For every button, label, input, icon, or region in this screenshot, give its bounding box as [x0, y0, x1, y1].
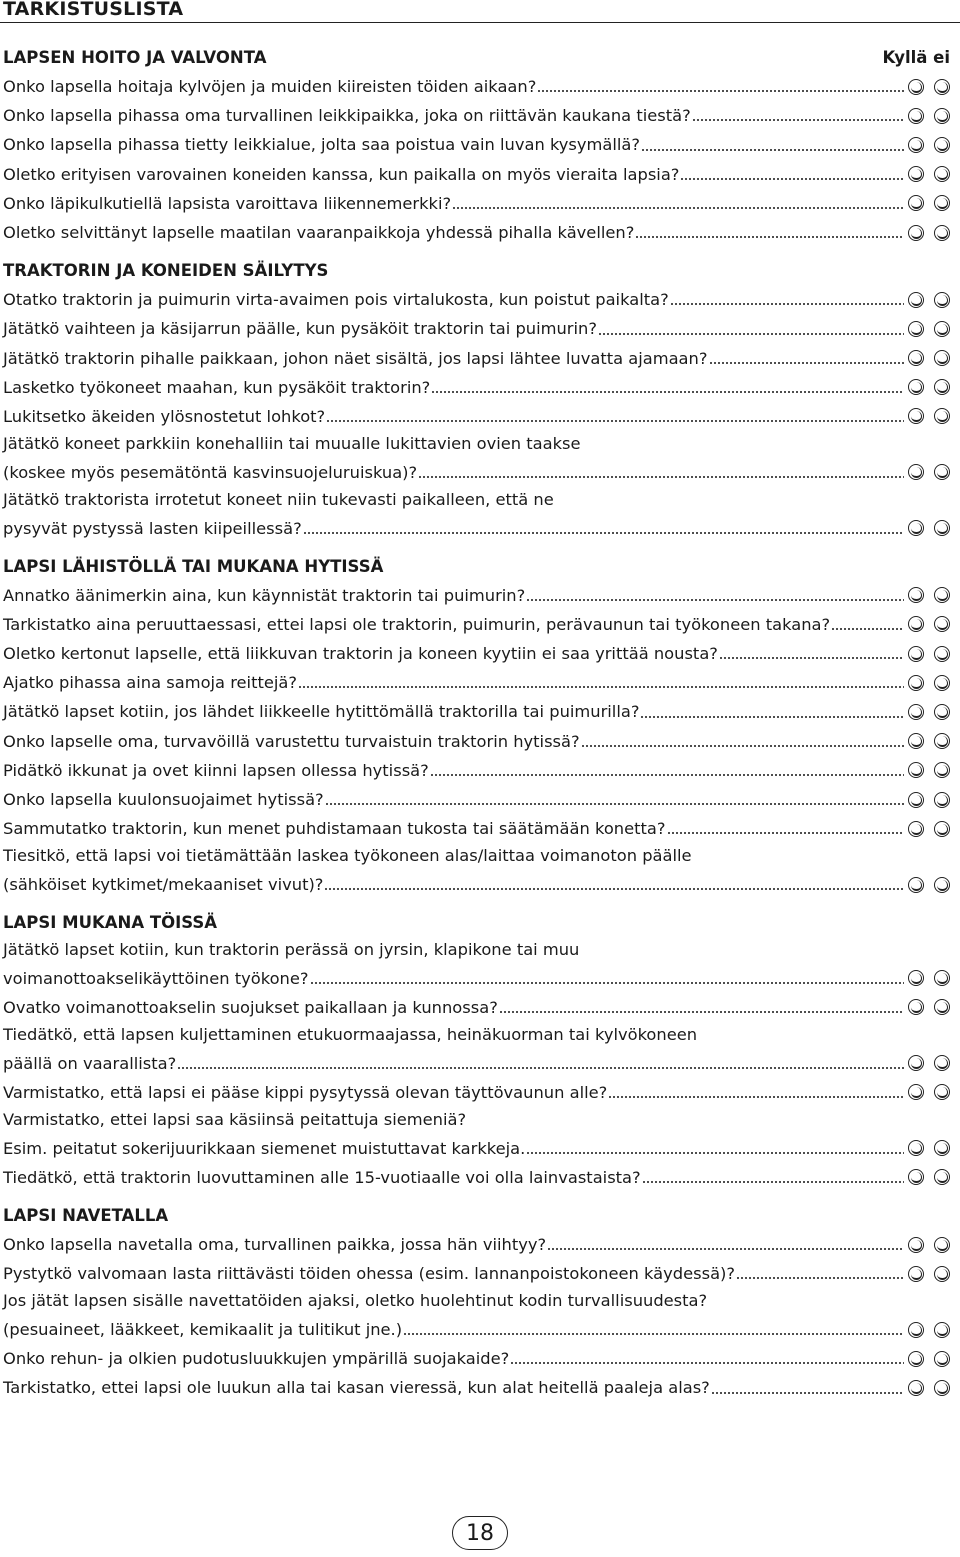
answer-options: [908, 321, 950, 337]
checklist-item: [0, 130, 960, 159]
question-row: [0, 756, 960, 785]
question-row: [0, 218, 960, 247]
answer-yes-radio[interactable]: [908, 1169, 924, 1185]
checklist-item: [0, 373, 960, 402]
answer-no-radio[interactable]: [934, 970, 950, 986]
question-row: [0, 697, 960, 726]
answer-yes-radio[interactable]: [908, 675, 924, 691]
page-title: TARKISTUSLISTA: [3, 0, 184, 20]
answer-yes-radio[interactable]: [908, 877, 924, 893]
dot-leader: [303, 523, 904, 535]
title-bar: [0, 0, 960, 23]
dot-leader: [642, 1172, 904, 1184]
answer-options: [908, 79, 950, 95]
checklist-item: [0, 610, 960, 639]
answer-yes-radio[interactable]: [908, 646, 924, 662]
answer-no-radio[interactable]: [934, 1380, 950, 1396]
checklist-item: [0, 639, 960, 668]
checklist-item: [0, 1022, 960, 1078]
question-text: Onko lapsella hoitaja kylvöjen ja muiden kiireisten töiden aikaan?: [3, 77, 537, 97]
answer-no-radio[interactable]: [934, 1055, 950, 1071]
question-text: Jätätkö vaihteen ja käsijarrun päälle, kun pysäköit traktorin tai puimurin?: [3, 319, 597, 339]
section-title: LAPSI NAVETALLA: [3, 1206, 169, 1225]
answer-yes-radio[interactable]: [908, 1084, 924, 1100]
section-header: [0, 44, 960, 72]
question-row: [0, 130, 960, 159]
dot-leader: [177, 1058, 904, 1070]
checklist-item: [0, 1259, 960, 1288]
answer-no-radio[interactable]: [934, 195, 950, 211]
question-text: Onko lapselle oma, turvavöillä varustettu turvaistuin traktorin hytissä?: [3, 731, 580, 751]
answer-no-radio[interactable]: [934, 520, 950, 536]
question-text: Varmistatko, ettei lapsi saa käsiinsä peitattuja siemeniä?: [3, 1110, 467, 1130]
question-text: Onko lapsella pihassa tietty leikkialue, jolta saa poistua vain luvan kysymällä?: [3, 135, 641, 155]
section-header: [0, 257, 960, 285]
answer-options: [908, 970, 950, 986]
answer-no-radio[interactable]: [934, 408, 950, 424]
question-text: Oletko selvittänyt lapselle maatilan vaaranpaikkoja yhdessä pihalla kävellen?: [3, 223, 635, 243]
answer-yes-radio[interactable]: [908, 108, 924, 124]
answer-yes-radio[interactable]: [908, 1380, 924, 1396]
question-row: [0, 344, 960, 373]
answer-yes-radio[interactable]: [908, 1322, 924, 1338]
dot-leader: [526, 590, 904, 602]
question-text: Oletko erityisen varovainen koneiden kanssa, kun paikalla on myös vieraita lapsia?: [3, 164, 680, 184]
dot-leader: [719, 648, 904, 660]
answer-no-radio[interactable]: [934, 587, 950, 603]
question-text: Jätätkö traktorista irrotetut koneet niin tukevasti paikalleen, että ne: [3, 489, 554, 509]
checklist-item: [0, 1107, 960, 1163]
answer-options: [908, 166, 950, 182]
question-text: pysyvät pystyssä lasten kiipeillessä?: [3, 518, 302, 538]
answer-no-radio[interactable]: [934, 79, 950, 95]
dot-leader: [711, 1383, 904, 1395]
answer-options: [908, 1322, 950, 1338]
answer-options: [908, 821, 950, 837]
answer-options: [908, 464, 950, 480]
section-header: [0, 1202, 960, 1230]
answer-options: [908, 195, 950, 211]
answer-yes-radio[interactable]: [908, 195, 924, 211]
question-row: [0, 1373, 960, 1402]
answer-options: [908, 137, 950, 153]
question-text: Annatko äänimerkin aina, kun käynnistät traktorin tai puimurin?: [3, 585, 526, 605]
question-text: Jätätkö traktorin pihalle paikkaan, johon näet sisältä, jos lapsi lähtee luvatta ajamaan?: [3, 348, 708, 368]
question-text: Onko rehun- ja olkien pudotusluukkujen ympärillä suojakaide?: [3, 1349, 510, 1369]
answer-yes-radio[interactable]: [908, 464, 924, 480]
dot-leader: [635, 227, 904, 239]
question-row: [0, 1078, 960, 1107]
question-text: Onko lapsella navetalla oma, turvallinen paikka, jossa hän viihtyy?: [3, 1235, 547, 1255]
dot-leader: [430, 765, 904, 777]
question-text: Oletko kertonut lapselle, että liikkuvan traktorin ja koneen kyytiin ei saa yrittää nousta?: [3, 644, 718, 664]
page-number-box: [452, 1516, 508, 1550]
answer-options: [908, 1351, 950, 1367]
checklist-item: [0, 993, 960, 1022]
question-text: Jätätkö lapset kotiin, kun traktorin perässä on jyrsin, klapikone tai muu: [3, 940, 580, 960]
question-row: [0, 1049, 960, 1078]
answer-options: [908, 999, 950, 1015]
checklist-section: [0, 553, 960, 899]
question-row: [0, 727, 960, 756]
dot-leader: [692, 110, 904, 122]
answer-no-radio[interactable]: [934, 1084, 950, 1100]
dot-leader: [736, 1268, 904, 1280]
answer-options: [908, 350, 950, 366]
dot-leader: [547, 1239, 904, 1251]
answer-no-radio[interactable]: [934, 464, 950, 480]
question-text: Onko lapsella pihassa oma turvallinen leikkipaikka, joka on riittävän kaukana tiestä?: [3, 106, 691, 126]
question-text: Jätätkö koneet parkkiin konehalliin tai muualle lukittavien ovien taakse: [3, 434, 581, 454]
question-text: Tiedätkö, että traktorin luovuttaminen alle 15-vuotiaalle voi olla lainvastaista?: [3, 1167, 641, 1187]
answer-yes-radio[interactable]: [908, 1140, 924, 1156]
answer-yes-radio[interactable]: [908, 1266, 924, 1282]
answer-yes-radio[interactable]: [908, 704, 924, 720]
question-row: [0, 1134, 960, 1163]
dot-leader: [324, 879, 904, 891]
question-text: Lukitsetko äkeiden ylösnostetut lohkot?: [3, 406, 326, 426]
answer-yes-radio[interactable]: [908, 792, 924, 808]
answer-no-radio[interactable]: [934, 792, 950, 808]
answer-no-radio[interactable]: [934, 108, 950, 124]
question-row: [0, 189, 960, 218]
question-text: Pidätkö ikkunat ja ovet kiinni lapsen ollessa hytissä?: [3, 760, 429, 780]
dot-leader: [452, 198, 904, 210]
question-row: [0, 581, 960, 610]
answer-no-radio[interactable]: [934, 1169, 950, 1185]
checklist-item: [0, 814, 960, 843]
answer-no-radio[interactable]: [934, 225, 950, 241]
question-text: Tiedätkö, että lapsen kuljettaminen etukuormaajassa, heinäkuorman tai kylvökoneen: [3, 1025, 698, 1045]
answer-yes-radio[interactable]: [908, 520, 924, 536]
question-text: Varmistatko, että lapsi ei pääse kippi pysytyssä olevan täyttövaunun alle?: [3, 1082, 608, 1102]
answer-yes-radio[interactable]: [908, 970, 924, 986]
checklist-item: [0, 431, 960, 487]
question-row: [0, 402, 960, 431]
answer-no-radio[interactable]: [934, 292, 950, 308]
dot-leader: [680, 169, 904, 181]
question-row: [0, 610, 960, 639]
checklist: [0, 44, 960, 1403]
dot-leader: [403, 1324, 904, 1336]
checklist-item: [0, 402, 960, 431]
section-header: [0, 553, 960, 581]
dot-leader: [670, 294, 904, 306]
question-row: [0, 785, 960, 814]
answer-yes-radio[interactable]: [908, 137, 924, 153]
checklist-item: [0, 1288, 960, 1344]
question-row: [0, 101, 960, 130]
checklist-item: [0, 581, 960, 610]
dot-leader: [431, 382, 904, 394]
checklist-section: [0, 909, 960, 1192]
answer-yes-radio[interactable]: [908, 408, 924, 424]
checklist-item: [0, 101, 960, 130]
answer-yes-radio[interactable]: [908, 379, 924, 395]
dot-leader: [608, 1087, 904, 1099]
answer-options: [908, 1266, 950, 1282]
question-row: [0, 160, 960, 189]
answer-no-radio[interactable]: [934, 1322, 950, 1338]
checklist-item: [0, 189, 960, 218]
answer-yes-radio[interactable]: [908, 762, 924, 778]
checklist-item: [0, 160, 960, 189]
question-row: [0, 1259, 960, 1288]
checklist-section: [0, 257, 960, 543]
answer-yes-radio[interactable]: [908, 587, 924, 603]
answer-options: [908, 379, 950, 395]
answer-yes-radio[interactable]: [908, 616, 924, 632]
answer-options: [908, 1380, 950, 1396]
question-row: [0, 458, 960, 487]
answer-no-radio[interactable]: [934, 1237, 950, 1253]
answer-yes-radio[interactable]: [908, 321, 924, 337]
checklist-item: [0, 218, 960, 247]
answer-options: [908, 292, 950, 308]
answer-no-radio[interactable]: [934, 877, 950, 893]
checklist-item: [0, 314, 960, 343]
section-title: LAPSEN HOITO JA VALVONTA: [3, 48, 267, 67]
dot-leader: [510, 1353, 904, 1365]
checklist-item: [0, 344, 960, 373]
question-text: (koskee myös pesemätöntä kasvinsuojeluruiskua)?: [3, 462, 418, 482]
section-title: TRAKTORIN JA KONEIDEN SÄILYTYS: [3, 261, 329, 281]
answer-no-radio[interactable]: [934, 137, 950, 153]
question-row: [0, 1315, 960, 1344]
answer-yes-radio[interactable]: [908, 350, 924, 366]
answer-yes-radio[interactable]: [908, 1351, 924, 1367]
answer-no-radio[interactable]: [934, 616, 950, 632]
checklist-section: [0, 1202, 960, 1403]
answer-no-radio[interactable]: [934, 1140, 950, 1156]
answer-no-radio[interactable]: [934, 166, 950, 182]
answer-options: [908, 1237, 950, 1253]
question-text: Sammutatko traktorin, kun menet puhdistamaan tukosta tai säätämään konetta?: [3, 819, 666, 839]
question-text: Lasketko työkoneet maahan, kun pysäköit traktorin?: [3, 377, 431, 397]
dot-leader: [526, 1143, 904, 1155]
question-row: [0, 814, 960, 843]
checklist-item: [0, 1163, 960, 1192]
answer-no-radio[interactable]: [934, 675, 950, 691]
question-text: Pystytkö valvomaan lasta riittävästi töiden ohessa (esim. lannanpoistokoneen käydessä)?: [3, 1264, 736, 1284]
dot-leader: [709, 353, 905, 365]
answer-no-radio[interactable]: [934, 733, 950, 749]
answer-yes-radio[interactable]: [908, 79, 924, 95]
answer-no-radio[interactable]: [934, 821, 950, 837]
dot-leader: [418, 467, 904, 479]
checklist-item: [0, 1078, 960, 1107]
question-row: [0, 285, 960, 314]
question-row: [0, 513, 960, 542]
answer-yes-radio[interactable]: [908, 733, 924, 749]
answer-no-radio[interactable]: [934, 704, 950, 720]
yes-no-header: Kyllä ei: [882, 48, 950, 67]
dot-leader: [537, 81, 904, 93]
answer-options: [908, 408, 950, 424]
dot-leader: [298, 677, 904, 689]
answer-no-radio[interactable]: [934, 379, 950, 395]
answer-options: [908, 108, 950, 124]
question-text: Esim. peitatut sokerijuurikkaan siemenet muistuttavat karkkeja.: [3, 1138, 526, 1158]
answer-options: [908, 1055, 950, 1071]
question-text: (sähköiset kytkimet/mekaaniset vivut)?: [3, 875, 324, 894]
dot-leader: [641, 140, 904, 152]
checklist-item: [0, 727, 960, 756]
checklist-item: [0, 697, 960, 726]
checklist-item: [0, 72, 960, 101]
answer-no-radio[interactable]: [934, 999, 950, 1015]
answer-options: [908, 762, 950, 778]
section-title: LAPSI MUKANA TÖISSÄ: [3, 913, 218, 933]
answer-yes-radio[interactable]: [908, 999, 924, 1015]
question-text: Otatko traktorin ja puimurin virta-avaimen pois virtalukosta, kun poistut paikalta?: [3, 290, 669, 310]
question-text: Jätätkö lapset kotiin, jos lähdet liikkeelle hytittömällä traktorilla tai puimurilla?: [3, 702, 640, 722]
answer-no-radio[interactable]: [934, 1266, 950, 1282]
answer-no-radio[interactable]: [934, 321, 950, 337]
dot-leader: [326, 411, 904, 423]
answer-options: [908, 225, 950, 241]
answer-no-radio[interactable]: [934, 1351, 950, 1367]
question-row: [0, 1230, 960, 1259]
question-text: Ovatko voimanottoakselin suojukset paikallaan ja kunnossa?: [3, 997, 498, 1017]
answer-yes-radio[interactable]: [908, 1237, 924, 1253]
checklist-item: [0, 285, 960, 314]
dot-leader: [581, 736, 904, 748]
section-title: LAPSI LÄHISTÖLLÄ TAI MUKANA HYTISSÄ: [3, 556, 384, 576]
question-row: [0, 1163, 960, 1192]
question-row: [0, 639, 960, 668]
answer-options: [908, 704, 950, 720]
answer-options: [908, 1140, 950, 1156]
question-text: Tiesitkö, että lapsi voi tietämättään laskea työkoneen alas/laittaa voimanoton päälle: [3, 846, 692, 866]
question-row: [0, 668, 960, 697]
checklist-item: [0, 1373, 960, 1402]
section-header: [0, 909, 960, 937]
dot-leader: [831, 619, 904, 631]
checklist-item: [0, 1230, 960, 1259]
question-row: [0, 870, 960, 899]
question-text: päällä on vaarallista?: [3, 1053, 177, 1073]
question-text: Onko lapsella kuulonsuojaimet hytissä?: [3, 790, 324, 810]
question-row: [0, 1344, 960, 1373]
answer-options: [908, 616, 950, 632]
answer-options: [908, 877, 950, 893]
question-text: Onko läpikulkutiellä lapsista varoittava liikennemerkki?: [3, 193, 452, 213]
answer-options: [908, 646, 950, 662]
checklist-section: [0, 44, 960, 247]
checklist-item: [0, 785, 960, 814]
answer-options: [908, 792, 950, 808]
answer-no-radio[interactable]: [934, 646, 950, 662]
question-row: [0, 72, 960, 101]
dot-leader: [310, 973, 904, 985]
question-text: Ajatko pihassa aina samoja reittejä?: [3, 673, 298, 693]
dot-leader: [499, 1002, 904, 1014]
dot-leader: [325, 794, 904, 806]
dot-leader: [667, 823, 904, 835]
answer-yes-radio[interactable]: [908, 1055, 924, 1071]
checklist-item: [0, 1344, 960, 1373]
question-text: voimanottoakselikäyttöinen työkone?: [3, 968, 309, 988]
question-row: [0, 964, 960, 993]
answer-options: [908, 520, 950, 536]
checklist-item: [0, 487, 960, 543]
answer-yes-radio[interactable]: [908, 225, 924, 241]
question-text: Jos jätät lapsen sisälle navettatöiden ajaksi, oletko huolehtinut kodin turvallisuudesta?: [3, 1291, 708, 1311]
answer-yes-radio[interactable]: [908, 821, 924, 837]
checklist-item: [0, 937, 960, 993]
question-row: [0, 993, 960, 1022]
question-row: [0, 314, 960, 343]
question-text: Tarkistatko aina peruuttaessasi, ettei lapsi ole traktorin, puimurin, perävaunun tai työkoneen takana?: [3, 614, 831, 634]
checklist-item: [0, 756, 960, 785]
answer-options: [908, 1169, 950, 1185]
checklist-item: [0, 668, 960, 697]
question-row: [0, 373, 960, 402]
page-number: 18: [466, 1520, 494, 1546]
dot-leader: [598, 324, 904, 336]
answer-no-radio[interactable]: [934, 762, 950, 778]
dot-leader: [640, 707, 904, 719]
question-text: (pesuaineet, lääkkeet, kemikaalit ja tulitikut jne.): [3, 1320, 403, 1340]
checklist-item: [0, 843, 960, 899]
answer-options: [908, 1084, 950, 1100]
answer-options: [908, 587, 950, 603]
answer-yes-radio[interactable]: [908, 166, 924, 182]
answer-options: [908, 733, 950, 749]
answer-options: [908, 675, 950, 691]
answer-no-radio[interactable]: [934, 350, 950, 366]
question-text: Tarkistatko, ettei lapsi ole luukun alla tai kasan vieressä, kun alat heitellä paaleja alas?: [3, 1378, 710, 1398]
answer-yes-radio[interactable]: [908, 292, 924, 308]
